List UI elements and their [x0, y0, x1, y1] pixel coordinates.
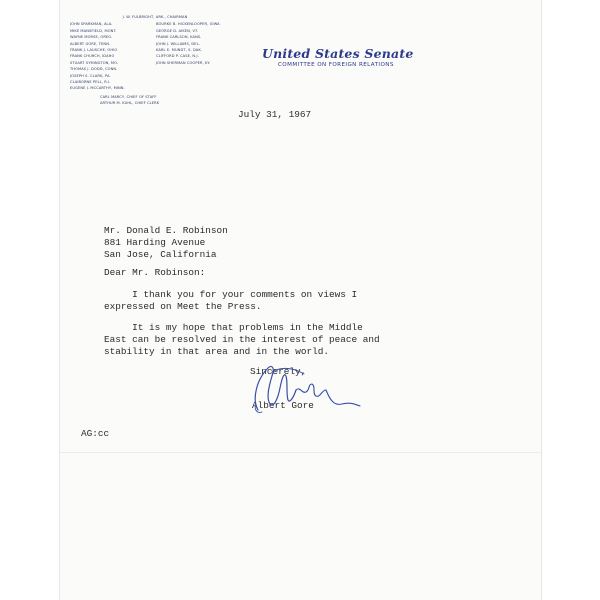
- roster-staff-member: CARL MARCY, CHIEF OF STAFF: [100, 94, 157, 99]
- roster-member: GEORGE D. AIKEN, VT.: [156, 28, 199, 33]
- handwritten-signature: [242, 360, 362, 418]
- recipient-line: 881 Harding Avenue: [104, 237, 206, 248]
- roster-member: BOURKE B. HICKENLOOPER, IOWA: [156, 22, 220, 27]
- roster-member: JOHN SPARKMAN, ALA.: [70, 22, 113, 27]
- roster-member: THOMAS J. DODD, CONN.: [70, 67, 118, 72]
- paragraph-line: East can be resolved in the interest of peace and: [104, 334, 380, 345]
- paragraph-1: [104, 289, 357, 313]
- roster-member: FRANK CARLSON, KANS.: [156, 35, 202, 40]
- letterhead-title: United States Senate: [262, 46, 414, 61]
- roster-chairman: J. W. FULBRIGHT, ARK., CHAIRMAN: [122, 15, 188, 19]
- roster-member: FRANK J. LAUSCHE, OHIO: [70, 48, 118, 53]
- recipient-line: San Jose, California: [104, 249, 217, 260]
- roster-member: ALBERT GORE, TENN.: [70, 41, 111, 46]
- letterhead-committee: COMMITTEE ON FOREIGN RELATIONS: [278, 62, 394, 68]
- recipient-line: Mr. Donald E. Robinson: [104, 225, 228, 236]
- salutation: Dear Mr. Robinson:: [104, 267, 206, 278]
- roster-member: WAYNE MORSE, OREG.: [70, 35, 113, 40]
- paragraph-line: stability in that area and in the world.: [104, 346, 330, 357]
- closing: Sincerely,: [250, 366, 307, 377]
- paper-fold-line: [60, 452, 541, 453]
- roster-member: KARL E. MUNDT, S. DAK.: [156, 48, 203, 53]
- roster-member: CLAIBORNE PELL, R.I.: [70, 80, 111, 85]
- roster-staff: [70, 94, 240, 107]
- typist-initials: AG:cc: [81, 428, 110, 439]
- roster-member: JOHN SHERMAN COOPER, KY.: [156, 60, 211, 65]
- paragraph-2: [104, 322, 380, 358]
- recipient-address: [104, 225, 228, 261]
- signer-name: Albert Gore: [252, 400, 314, 411]
- roster-member: STUART SYMINGTON, MO.: [70, 60, 119, 65]
- paragraph-line: It is my hope that problems in the Middle: [104, 322, 363, 333]
- paragraph-line: expressed on Meet the Press.: [104, 301, 262, 312]
- letter-date: July 31, 1967: [238, 109, 312, 120]
- roster-member: JOSEPH S. CLARK, PA.: [70, 73, 111, 78]
- roster-majority-column: [70, 21, 154, 91]
- roster-member: EUGENE J. MCCARTHY, MINN.: [70, 86, 125, 91]
- committee-roster: [70, 14, 240, 107]
- roster-member: CLIFFORD P. CASE, N.J.: [156, 54, 199, 59]
- roster-member: MIKE MANSFIELD, MONT.: [70, 28, 117, 33]
- letterhead-title-block: [262, 46, 462, 68]
- roster-staff-member: ARTHUR M. KUHL, CHIEF CLERK: [100, 101, 160, 106]
- paragraph-line: I thank you for your comments on views I: [104, 289, 358, 300]
- roster-member: JOHN J. WILLIAMS, DEL.: [156, 41, 200, 46]
- roster-member: FRANK CHURCH, IDAHO: [70, 54, 115, 59]
- roster-minority-column: [156, 21, 240, 91]
